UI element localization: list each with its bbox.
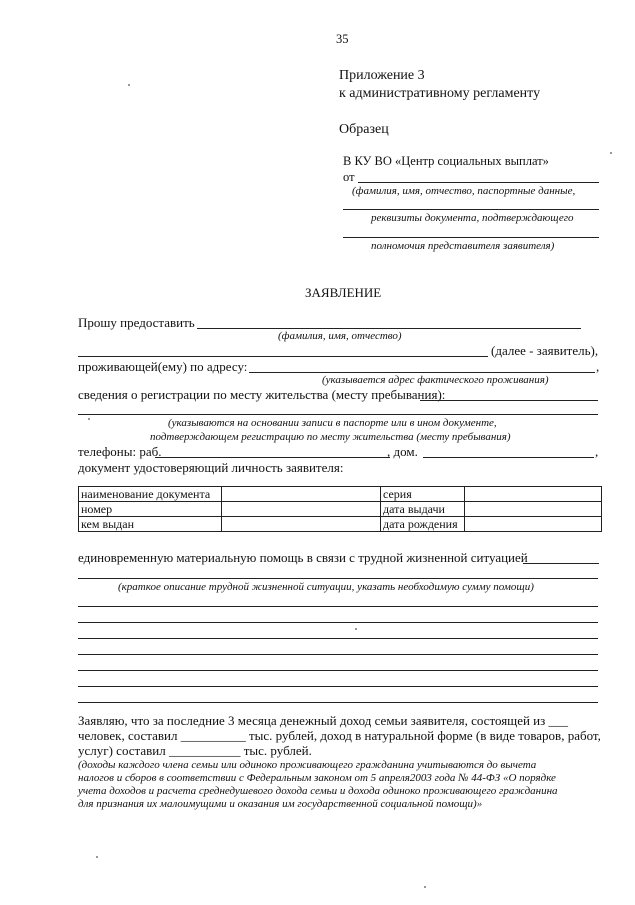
addressee-from-field[interactable]	[358, 182, 599, 183]
addressee-from-label: от	[343, 170, 355, 184]
id-doc-label: документ удостоверяющий личность заявителя:	[78, 460, 344, 475]
registration-hint-2: подтверждающем регистрацию по месту жительства (месту пребывания)	[150, 431, 511, 443]
phone-work-field[interactable]	[155, 457, 390, 458]
registration-field[interactable]	[420, 400, 598, 401]
phone-home-field[interactable]	[423, 457, 594, 458]
statement-title: ЗАЯВЛЕНИЕ	[305, 285, 382, 300]
aid-situation-field[interactable]	[523, 563, 599, 564]
addressee-hint-1: (фамилия, имя, отчество, паспортные данные,	[352, 185, 576, 197]
id-document-table	[78, 486, 602, 532]
aid-line-1[interactable]	[78, 578, 598, 579]
aid-line-8[interactable]	[78, 702, 598, 703]
table-cell-label: номер	[79, 502, 222, 517]
table-cell-input[interactable]	[465, 517, 602, 532]
aid-hint: (краткое описание трудной жизненной ситуации, указать необходимую сумму помощи)	[118, 581, 534, 593]
aid-line-2[interactable]	[78, 606, 598, 607]
phones-home-label: , дом.	[387, 444, 418, 459]
fio-field[interactable]	[197, 328, 581, 329]
declaration-note-1: (доходы каждого члена семьи или одиноко проживающего гражданина учитываются до вычета	[78, 759, 537, 771]
aid-text: единовременную материальную помощь в связи с трудной жизненной ситуацией	[78, 550, 528, 565]
table-cell-input[interactable]	[222, 502, 381, 517]
fio-hint: (фамилия, имя, отчество)	[278, 330, 402, 342]
aid-line-3[interactable]	[78, 622, 598, 623]
aid-line-5[interactable]	[78, 654, 598, 655]
declaration-note-3: учета доходов и расчета среднедушевого дохода семьи и дохода одиноко проживающего гражданина	[78, 785, 558, 797]
appendix-title: Приложение 3	[339, 68, 425, 83]
phones-comma: ,	[595, 444, 599, 459]
declaration-line-3: услуг) составил ___________ тыс. рублей.	[78, 743, 312, 758]
address-field[interactable]	[249, 372, 595, 373]
addressee-field-3[interactable]	[343, 237, 599, 238]
address-comma: ,	[596, 359, 600, 374]
table-cell-label: дата рождения	[381, 517, 465, 532]
table-cell-input[interactable]	[222, 487, 381, 502]
registration-field-2[interactable]	[78, 414, 598, 415]
registration-hint-1: (указываются на основании записи в паспорте или в ином документе,	[168, 417, 497, 429]
table-row	[79, 502, 602, 517]
table-row	[79, 517, 602, 532]
declaration-note-4: для признания их малоимущими и оказания им государственной социальной помощи)»	[78, 798, 483, 810]
address-label: проживающей(ему) по адресу:	[78, 359, 248, 374]
fio-continuation-field[interactable]	[78, 356, 488, 357]
addressee-to: В КУ ВО «Центр социальных выплат»	[343, 154, 549, 168]
aid-line-7[interactable]	[78, 686, 598, 687]
table-cell-input[interactable]	[465, 502, 602, 517]
table-row	[79, 487, 602, 502]
aid-line-4[interactable]	[78, 638, 598, 639]
registration-label: сведения о регистрации по месту жительства (месту пребывания):	[78, 387, 446, 402]
scan-speck	[610, 152, 612, 154]
addressee-hint-2: реквизиты документа, подтверждающего	[371, 212, 574, 224]
scan-speck	[355, 628, 357, 630]
scan-speck	[88, 418, 90, 420]
regulation-title: к административному регламенту	[339, 86, 541, 101]
phones-label: телефоны: раб.	[78, 444, 162, 459]
table-cell-label: дата выдачи	[381, 502, 465, 517]
scan-speck	[128, 84, 130, 86]
declaration-line-2: человек, составил __________ тыс. рублей, доход в натуральной форме (в виде товаров, работ,	[78, 728, 601, 743]
table-cell-label: серия	[381, 487, 465, 502]
applicant-suffix: (далее - заявитель),	[491, 343, 599, 358]
declaration-note-2: налогов и сборов в соответствии с Федеральным законом от 5 апреля2003 года № 44-ФЗ «О порядке	[78, 772, 556, 784]
addressee-hint-3: полномочия представителя заявителя)	[371, 240, 555, 252]
addressee-field-2[interactable]	[343, 209, 599, 210]
table-cell-label: наименование документа	[79, 487, 222, 502]
page-number: 35	[336, 32, 349, 46]
scan-speck	[424, 886, 426, 888]
table-cell-label: кем выдан	[79, 517, 222, 532]
table-cell-input[interactable]	[222, 517, 381, 532]
request-label: Прошу предоставить	[78, 315, 195, 330]
address-hint: (указывается адрес фактического проживания)	[322, 374, 549, 386]
declaration-line-1: Заявляю, что за последние 3 месяца денежный доход семьи заявителя, состоящей из ___	[78, 713, 569, 728]
scan-speck	[96, 856, 98, 858]
table-cell-input[interactable]	[465, 487, 602, 502]
aid-line-6[interactable]	[78, 670, 598, 671]
sample-label: Образец	[339, 122, 389, 137]
